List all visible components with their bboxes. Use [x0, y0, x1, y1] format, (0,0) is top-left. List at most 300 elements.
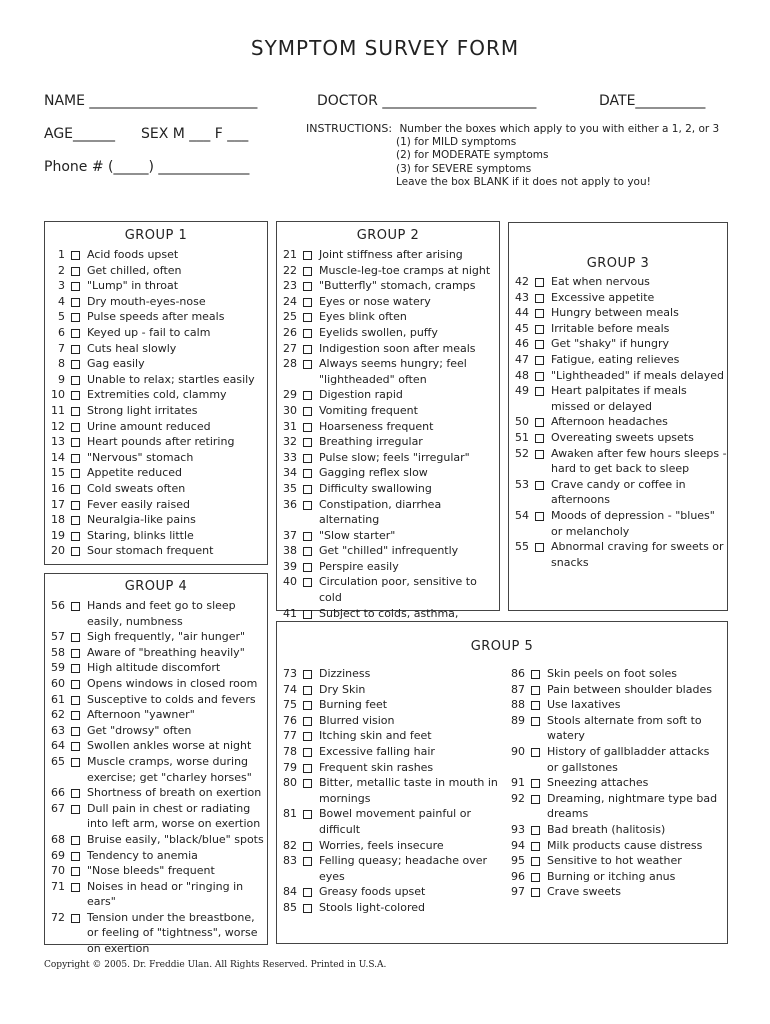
symptom-checkbox[interactable] — [71, 298, 80, 307]
symptom-checkbox[interactable] — [71, 836, 80, 845]
symptom-number: 73 — [283, 667, 297, 680]
symptom-checkbox[interactable] — [71, 501, 80, 510]
instructions-line: (2) for MODERATE symptoms — [396, 149, 549, 162]
symptom-checkbox[interactable] — [303, 313, 312, 322]
group-1-items — [45, 247, 267, 559]
symptom-checkbox[interactable] — [71, 345, 80, 354]
symptom-checkbox[interactable] — [303, 732, 312, 741]
symptom-text: Tendency to anemia — [87, 848, 198, 862]
symptom-checkbox[interactable] — [71, 376, 80, 385]
symptom-checkbox[interactable] — [71, 547, 80, 556]
symptom-checkbox[interactable] — [303, 469, 312, 478]
group-2-box — [276, 221, 500, 620]
symptom-checkbox[interactable] — [535, 372, 544, 381]
symptom-number: 31 — [283, 419, 297, 433]
symptom-text: Crave sweets — [547, 885, 622, 899]
symptom-item — [277, 450, 499, 466]
symptom-checkbox[interactable] — [71, 329, 80, 338]
symptom-text: Circulation poor, sensitive to cold — [319, 575, 477, 605]
symptom-item — [505, 853, 723, 869]
symptom-checkbox[interactable] — [71, 758, 80, 767]
symptom-text: Digestion rapid — [319, 388, 403, 402]
symptom-checkbox[interactable] — [303, 888, 312, 897]
symptom-checkbox[interactable] — [303, 717, 312, 726]
symptom-number: 55 — [515, 540, 529, 554]
symptom-text: Milk products cause distress — [547, 838, 703, 852]
symptom-item — [505, 775, 723, 791]
symptom-checkbox[interactable] — [71, 391, 80, 400]
group-5-items-left — [277, 666, 505, 916]
symptom-checkbox[interactable] — [71, 883, 80, 892]
symptom-text: Stools light-colored — [319, 900, 425, 914]
symptom-checkbox[interactable] — [71, 267, 80, 276]
symptom-checkbox[interactable] — [303, 563, 312, 572]
symptom-item — [277, 682, 505, 698]
symptom-text: Excessive appetite — [551, 290, 655, 304]
symptom-number: 57 — [51, 630, 65, 644]
symptom-number: 3 — [58, 279, 65, 293]
symptom-number: 72 — [51, 910, 65, 924]
symptom-text: "Butterfly" stomach, cramps — [319, 279, 476, 293]
symptom-number: 46 — [515, 337, 529, 351]
symptom-text: Sour stomach frequent — [87, 544, 214, 558]
symptom-checkbox[interactable] — [71, 251, 80, 260]
symptom-checkbox[interactable] — [303, 391, 312, 400]
symptom-number: 10 — [51, 388, 65, 402]
symptom-text: Blurred vision — [319, 713, 395, 727]
symptom-number: 71 — [51, 879, 65, 893]
symptom-checkbox[interactable] — [531, 873, 540, 882]
symptom-checkbox[interactable] — [531, 779, 540, 788]
symptom-item — [505, 666, 723, 682]
symptom-number: 53 — [515, 477, 529, 491]
symptom-text: Eat when nervous — [551, 275, 650, 288]
symptom-item — [45, 294, 267, 310]
symptom-checkbox[interactable] — [531, 670, 540, 679]
symptom-item — [45, 785, 267, 801]
symptom-number: 22 — [283, 263, 297, 277]
symptom-checkbox[interactable] — [535, 512, 544, 521]
symptom-number: 9 — [58, 372, 65, 386]
symptom-checkbox[interactable] — [71, 423, 80, 432]
symptom-text: Crave candy or coffee in afternoons — [551, 477, 686, 507]
symptom-checkbox[interactable] — [535, 278, 544, 287]
symptom-text: Noises in head or "ringing in ears" — [87, 879, 244, 909]
symptom-item — [277, 838, 505, 854]
symptom-checkbox[interactable] — [303, 686, 312, 695]
symptom-number: 29 — [283, 388, 297, 402]
symptom-number: 27 — [283, 341, 297, 355]
symptom-item — [45, 863, 267, 879]
symptom-text: Fever easily raised — [87, 497, 190, 511]
symptom-item — [45, 356, 267, 372]
symptom-checkbox[interactable] — [71, 469, 80, 478]
symptom-text: Heart pounds after retiring — [87, 435, 235, 449]
symptom-text: Burning feet — [319, 698, 388, 712]
symptom-text: Get chilled, often — [87, 263, 182, 277]
symptom-checkbox[interactable] — [303, 438, 312, 447]
symptom-text: Use laxatives — [547, 698, 621, 712]
name-field[interactable]: NAME ________________________ — [44, 93, 258, 109]
symptom-text: Subject to colds, asthma, — [319, 606, 459, 620]
symptom-checkbox[interactable] — [71, 680, 80, 689]
symptom-number: 81 — [283, 807, 297, 821]
symptom-checkbox[interactable] — [71, 711, 80, 720]
symptom-checkbox[interactable] — [71, 696, 80, 705]
symptom-checkbox[interactable] — [303, 578, 312, 587]
symptom-checkbox[interactable] — [531, 686, 540, 695]
symptom-checkbox[interactable] — [303, 298, 312, 307]
symptom-number: 68 — [51, 832, 65, 846]
symptom-checkbox[interactable] — [303, 267, 312, 276]
symptom-number: 91 — [511, 776, 525, 790]
group-title: GROUP 1 — [124, 228, 188, 243]
symptom-item — [509, 290, 727, 306]
symptom-text: Heart palpitates if meals missed or delayed — [551, 384, 687, 413]
doctor-field[interactable]: DOCTOR ______________________ — [317, 93, 537, 109]
symptom-checkbox[interactable] — [303, 423, 312, 432]
symptom-checkbox[interactable] — [71, 805, 80, 814]
symptom-text: Bad breath (halitosis) — [547, 822, 666, 836]
symptom-number: 34 — [283, 466, 297, 480]
symptom-checkbox[interactable] — [71, 407, 80, 416]
symptom-number: 5 — [58, 310, 65, 324]
symptom-number: 25 — [283, 310, 297, 324]
symptom-checkbox[interactable] — [303, 501, 312, 510]
symptom-number: 80 — [283, 776, 297, 790]
symptom-checkbox[interactable] — [531, 701, 540, 710]
symptom-text: High altitude discomfort — [87, 661, 221, 675]
symptom-number: 32 — [283, 435, 297, 449]
symptom-item — [45, 692, 267, 708]
symptom-item — [277, 419, 499, 435]
symptom-text: Pulse speeds after meals — [87, 310, 225, 324]
symptom-item — [277, 325, 499, 341]
symptom-item — [509, 274, 727, 290]
symptom-number: 33 — [283, 450, 297, 464]
symptom-item — [277, 543, 499, 559]
symptom-number: 95 — [511, 854, 525, 868]
symptom-item — [45, 754, 267, 785]
symptom-checkbox[interactable] — [71, 602, 80, 611]
phone-field[interactable]: Phone # (_____) _____________ — [44, 159, 250, 175]
symptom-item — [45, 738, 267, 754]
symptom-checkbox[interactable] — [535, 340, 544, 349]
symptom-number: 69 — [51, 848, 65, 862]
symptom-checkbox[interactable] — [535, 481, 544, 490]
symptom-checkbox[interactable] — [71, 438, 80, 447]
symptom-checkbox[interactable] — [71, 360, 80, 369]
symptom-text: Dull pain in chest or radiating into left arm, worse on exertion — [87, 801, 261, 831]
symptom-number: 28 — [283, 357, 297, 371]
symptom-text: Pulse slow; feels "irregular" — [319, 450, 470, 464]
symptom-item — [277, 697, 505, 713]
symptom-text: Perspire easily — [319, 559, 399, 573]
symptom-item — [509, 446, 727, 477]
symptom-item — [509, 383, 727, 414]
symptom-item — [277, 403, 499, 419]
symptom-text: Breathing irregular — [319, 435, 423, 449]
symptom-item — [277, 528, 499, 544]
symptom-item — [505, 869, 723, 885]
symptom-item — [45, 676, 267, 692]
symptom-number: 11 — [51, 403, 65, 417]
symptom-number: 6 — [58, 325, 65, 339]
symptom-item — [45, 512, 267, 528]
symptom-checkbox[interactable] — [71, 649, 80, 658]
symptom-checkbox[interactable] — [531, 826, 540, 835]
group-title: GROUP 5 — [470, 639, 534, 654]
symptom-text: Get "drowsy" often — [87, 723, 192, 737]
symptom-number: 16 — [51, 481, 65, 495]
symptom-checkbox[interactable] — [71, 454, 80, 463]
group-1-box — [44, 221, 268, 565]
symptom-text: Stools alternate from soft to watery — [547, 713, 702, 743]
symptom-number: 43 — [515, 290, 529, 304]
instructions-line: (3) for SEVERE symptoms — [396, 162, 532, 175]
symptom-number: 35 — [283, 481, 297, 495]
symptom-item — [277, 294, 499, 310]
symptom-checkbox[interactable] — [535, 543, 544, 552]
symptom-text: Muscle-leg-toe cramps at night — [319, 263, 491, 277]
symptom-checkbox[interactable] — [531, 857, 540, 866]
symptom-checkbox[interactable] — [303, 547, 312, 556]
symptom-number: 52 — [515, 446, 529, 460]
sex-field[interactable]: SEX M ___ F ___ — [141, 126, 249, 142]
group-5-box — [276, 621, 728, 944]
symptom-number: 44 — [515, 306, 529, 320]
symptom-item — [509, 321, 727, 337]
symptom-number: 61 — [51, 692, 65, 706]
symptom-checkbox[interactable] — [531, 842, 540, 851]
symptom-text: Gag easily — [87, 357, 145, 371]
symptom-checkbox[interactable] — [531, 795, 540, 804]
group-4-box — [44, 573, 268, 956]
symptom-checkbox[interactable] — [303, 329, 312, 338]
symptom-item — [45, 660, 267, 676]
symptom-checkbox[interactable] — [531, 888, 540, 897]
symptom-checkbox[interactable] — [71, 313, 80, 322]
group-title: GROUP 4 — [124, 579, 188, 594]
symptom-item — [277, 760, 505, 776]
symptom-checkbox[interactable] — [535, 418, 544, 427]
symptom-checkbox[interactable] — [303, 748, 312, 757]
symptom-checkbox[interactable] — [303, 810, 312, 819]
symptom-checkbox[interactable] — [303, 670, 312, 679]
symptom-item — [45, 543, 267, 559]
symptom-text: Bitter, metallic taste in mouth in mornings — [319, 776, 498, 805]
symptom-item — [505, 791, 723, 822]
symptom-checkbox[interactable] — [303, 485, 312, 494]
symptom-checkbox[interactable] — [303, 857, 312, 866]
symptom-checkbox[interactable] — [71, 727, 80, 736]
symptom-number: 77 — [283, 729, 297, 743]
symptom-checkbox[interactable] — [535, 387, 544, 396]
symptom-number: 85 — [283, 900, 297, 914]
symptom-text: Hungry between meals — [551, 306, 679, 320]
symptom-text: Eyes or nose watery — [319, 294, 431, 308]
symptom-number: 82 — [283, 838, 297, 852]
symptom-number: 14 — [51, 450, 65, 464]
symptom-text: "Nervous" stomach — [87, 450, 194, 464]
symptom-number: 88 — [511, 698, 525, 712]
symptom-checkbox[interactable] — [303, 764, 312, 773]
symptom-text: Abnormal craving for sweets or snacks — [551, 540, 724, 569]
symptom-checkbox[interactable] — [71, 867, 80, 876]
group-3-items — [509, 274, 727, 570]
symptom-number: 62 — [51, 708, 65, 722]
symptom-item — [45, 263, 267, 279]
symptom-checkbox[interactable] — [71, 485, 80, 494]
symptom-item — [277, 247, 499, 263]
symptom-checkbox[interactable] — [303, 360, 312, 369]
symptom-number: 89 — [511, 713, 525, 727]
symptom-checkbox[interactable] — [535, 294, 544, 303]
symptom-item — [45, 341, 267, 357]
symptom-text: Moods of depression - "blues" or melancholy — [551, 508, 715, 538]
symptom-checkbox[interactable] — [535, 325, 544, 334]
group-title: GROUP 3 — [586, 256, 650, 271]
symptom-item — [509, 305, 727, 321]
symptom-item — [277, 744, 505, 760]
symptom-checkbox[interactable] — [303, 842, 312, 851]
symptom-item — [277, 853, 505, 884]
symptom-item — [277, 574, 499, 605]
symptom-text: Burning or itching anus — [547, 869, 676, 883]
symptom-text: Swollen ankles worse at night — [87, 739, 252, 753]
symptom-text: Vomiting frequent — [319, 403, 418, 417]
symptom-text: Extremities cold, clammy — [87, 388, 227, 402]
symptom-number: 65 — [51, 754, 65, 768]
symptom-item — [45, 645, 267, 661]
date-field[interactable]: DATE__________ — [599, 93, 706, 109]
symptom-text: Fatigue, eating relieves — [551, 352, 680, 366]
symptom-text: Tension under the breastbone, or feeling of "tightness", worse on exertion — [87, 910, 258, 956]
symptom-text: Always seems hungry; feel "lightheaded" often — [319, 357, 467, 386]
symptom-text: Get "chilled" infrequently — [319, 544, 459, 558]
symptom-item — [277, 341, 499, 357]
symptom-checkbox[interactable] — [303, 345, 312, 354]
symptom-item — [505, 682, 723, 698]
symptom-checkbox[interactable] — [531, 717, 540, 726]
symptom-checkbox[interactable] — [71, 516, 80, 525]
symptom-checkbox[interactable] — [535, 356, 544, 365]
symptom-number: 50 — [515, 415, 529, 429]
symptom-checkbox[interactable] — [535, 309, 544, 318]
symptom-number: 17 — [51, 497, 65, 511]
symptom-checkbox[interactable] — [71, 742, 80, 751]
symptom-item — [45, 832, 267, 848]
symptom-number: 74 — [283, 682, 297, 696]
symptom-checkbox[interactable] — [71, 789, 80, 798]
symptom-number: 96 — [511, 869, 525, 883]
symptom-checkbox[interactable] — [71, 532, 80, 541]
symptom-checkbox[interactable] — [71, 914, 80, 923]
symptom-text: Shortness of breath on exertion — [87, 786, 262, 800]
instructions-line: Number the boxes which apply to you with either a 1, 2, or 3 — [399, 123, 720, 135]
symptom-text: Greasy foods upset — [319, 885, 426, 899]
symptom-checkbox[interactable] — [71, 282, 80, 291]
group-4-items — [45, 598, 267, 957]
symptom-number: 67 — [51, 801, 65, 815]
symptom-item — [45, 247, 267, 263]
symptom-checkbox[interactable] — [303, 532, 312, 541]
symptom-text: Excessive falling hair — [319, 744, 435, 758]
age-field[interactable]: AGE______ — [44, 126, 116, 142]
symptom-number: 12 — [51, 419, 65, 433]
symptom-number: 86 — [511, 667, 525, 680]
symptom-item — [277, 806, 505, 837]
symptom-item — [45, 481, 267, 497]
symptom-checkbox[interactable] — [71, 633, 80, 642]
symptom-text: Skin peels on foot soles — [547, 667, 678, 680]
symptom-number: 90 — [511, 744, 525, 758]
group-3-box — [508, 222, 728, 611]
page-title: SYMPTOM SURVEY FORM — [250, 36, 520, 60]
symptom-item — [45, 387, 267, 403]
symptom-number: 18 — [51, 513, 65, 527]
symptom-checkbox[interactable] — [303, 701, 312, 710]
symptom-text: Aware of "breathing heavily" — [87, 645, 245, 659]
symptom-item — [509, 539, 727, 570]
symptom-text: Awaken after few hours sleeps - hard to get back to sleep — [551, 446, 727, 476]
symptom-number: 24 — [283, 294, 297, 308]
symptom-checkbox[interactable] — [303, 407, 312, 416]
symptom-checkbox[interactable] — [303, 610, 312, 619]
symptom-number: 37 — [283, 528, 297, 542]
symptom-checkbox[interactable] — [535, 434, 544, 443]
symptom-number: 21 — [283, 248, 297, 261]
symptom-text: Bruise easily, "black/blue" spots — [87, 832, 264, 846]
symptom-number: 20 — [51, 544, 65, 558]
symptom-number: 70 — [51, 864, 65, 878]
symptom-checkbox[interactable] — [303, 251, 312, 260]
symptom-item — [45, 403, 267, 419]
symptom-item — [505, 884, 723, 900]
symptom-text: Irritable before meals — [551, 321, 670, 335]
symptom-checkbox[interactable] — [303, 282, 312, 291]
symptom-text: Cold sweats often — [87, 481, 186, 495]
symptom-text: Worries, feels insecure — [319, 838, 444, 852]
symptom-text: Dizziness — [319, 667, 371, 680]
symptom-checkbox[interactable] — [71, 852, 80, 861]
symptom-item — [505, 822, 723, 838]
symptom-checkbox[interactable] — [531, 748, 540, 757]
symptom-text: Appetite reduced — [87, 466, 183, 480]
instructions-label: INSTRUCTIONS: — [306, 122, 393, 135]
symptom-checkbox[interactable] — [71, 664, 80, 673]
symptom-item — [45, 848, 267, 864]
symptom-number: 56 — [51, 599, 65, 612]
symptom-number: 49 — [515, 384, 529, 398]
symptom-number: 39 — [283, 559, 297, 573]
symptom-number: 83 — [283, 854, 297, 868]
symptom-text: Joint stiffness after arising — [319, 248, 463, 261]
symptom-checkbox[interactable] — [303, 904, 312, 913]
symptom-checkbox[interactable] — [303, 779, 312, 788]
symptom-text: Sneezing attaches — [547, 776, 649, 790]
symptom-item — [45, 910, 267, 957]
symptom-item — [277, 666, 505, 682]
symptom-text: Hoarseness frequent — [319, 419, 434, 433]
symptom-item — [277, 309, 499, 325]
symptom-text: Susceptive to colds and fevers — [87, 692, 256, 706]
symptom-text: Gagging reflex slow — [319, 466, 428, 480]
symptom-checkbox[interactable] — [303, 454, 312, 463]
symptom-checkbox[interactable] — [535, 450, 544, 459]
symptom-text: Keyed up - fail to calm — [87, 325, 211, 339]
symptom-text: Hands and feet go to sleep easily, numbness — [87, 599, 236, 628]
